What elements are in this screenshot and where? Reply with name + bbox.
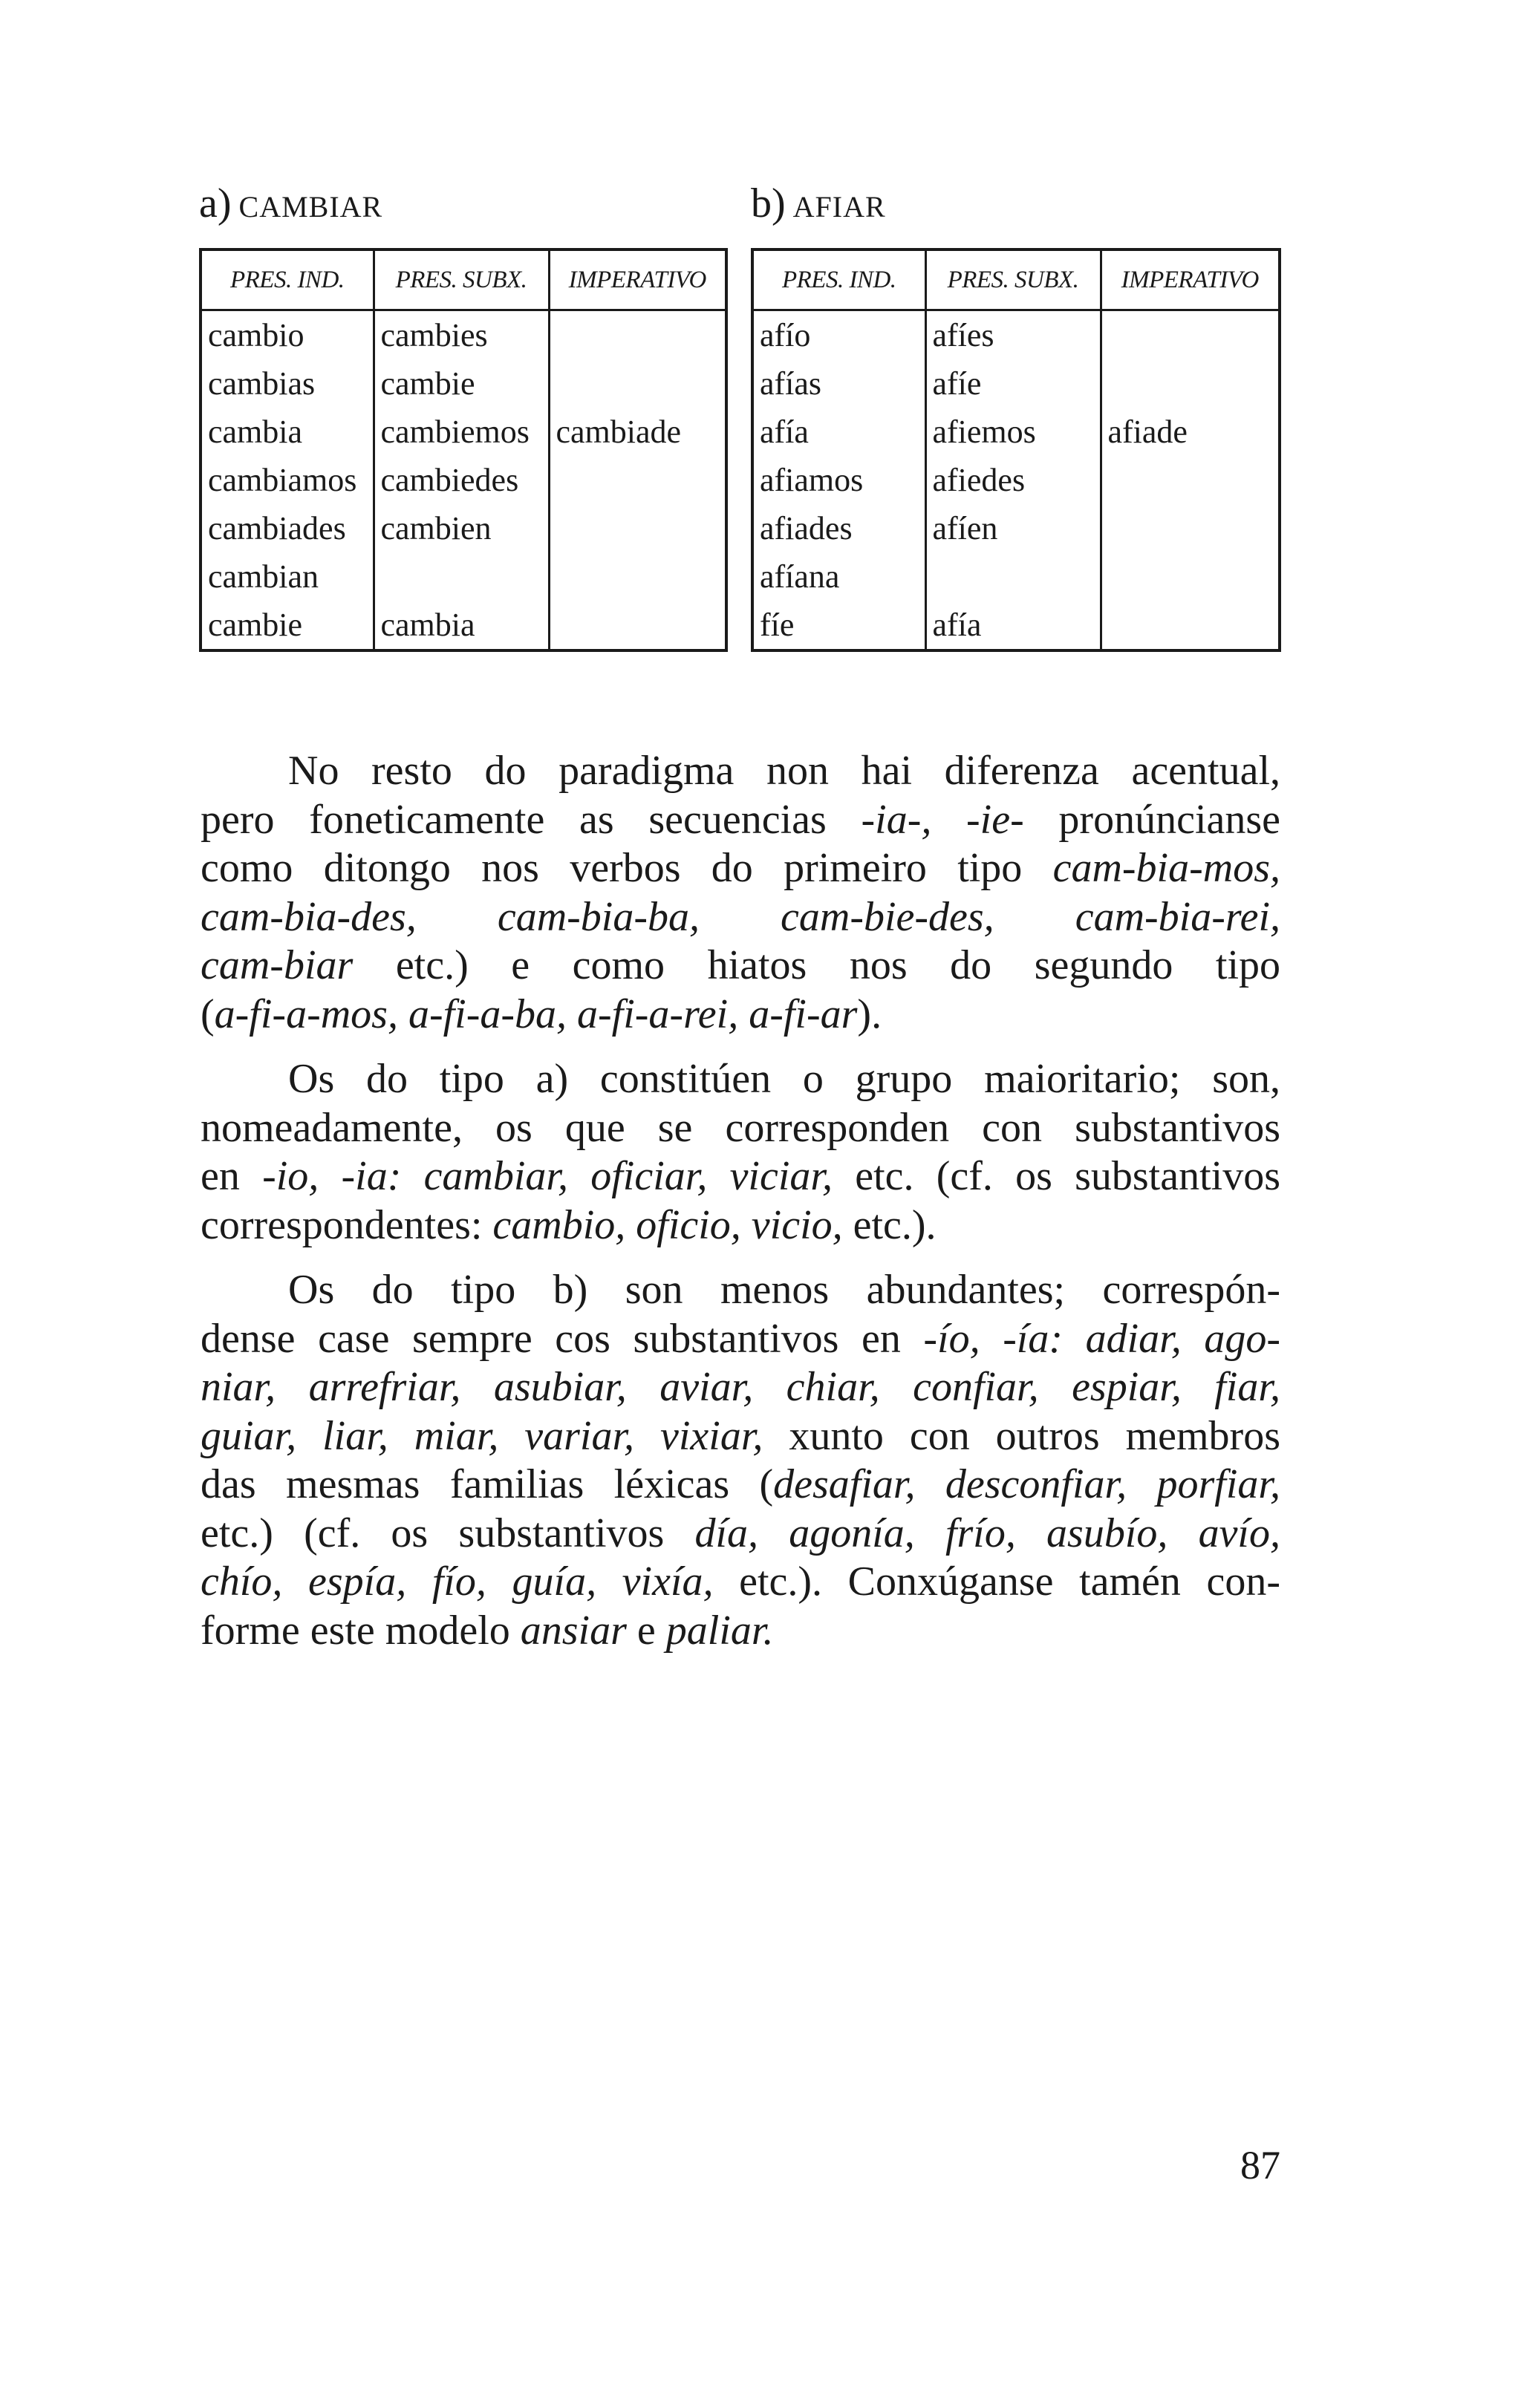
text-line [201,1201,1280,1250]
text-line [201,1152,1280,1201]
text-run: etc.). Conxúganse tamén con- [713,1559,1281,1605]
italic-text: paliar. [665,1607,774,1654]
text-run: No resto do paradigma non hai diferenza acentual, [288,748,1280,794]
table-cell [374,552,549,601]
conjugation-block-cambiar [199,178,728,652]
italic-text: ansiar [520,1607,627,1654]
text-run: das mesmas familias léxicas ( [201,1461,774,1507]
table-row [201,310,726,360]
table-cell: afiedes [925,456,1101,504]
table-title [199,178,728,229]
table-cell: cambies [374,310,549,360]
table-cell [549,552,726,601]
text-run: Os do tipo b) son menos abundantes; correspón- [288,1267,1280,1313]
table-cell: fíe [760,607,795,643]
text-run: etc.) e como hiatos nos do segundo tipo [353,942,1280,988]
italic-text: a-fi-a-mos, a-fi-a-ba, a-fi-a-rei, a-fi-ar [214,991,858,1037]
italic-text: -io, -ia: cambiar, oficiar, viciar, [262,1153,833,1199]
text-line [201,844,1280,893]
paragraph [201,1055,1280,1250]
text-run: pero foneticamente as secuencias [201,796,862,843]
text-run: correspondentes: [201,1201,493,1248]
table-row [752,552,1280,601]
text-line [201,1266,1280,1315]
table-cell: cambias [208,365,316,402]
table-row [201,504,726,552]
text-line [201,1412,1280,1461]
column-header: PRES. SUBX. [374,249,549,310]
table-cell [925,552,1101,601]
table-cell [1101,359,1280,408]
text-run: etc.). [842,1201,937,1248]
text-run: ). [857,991,882,1037]
italic-text: desafiar, desconfiar, porfiar, [773,1461,1280,1507]
table-cell: afías [760,365,822,402]
table-row [201,359,726,408]
table-cell: afíes [925,310,1101,360]
table-cell: cambia [208,414,303,450]
text-line [201,1510,1280,1559]
table-title [751,178,1281,229]
table-cell: cambiedes [374,456,549,504]
table-row [752,408,1280,456]
table-cell: afíen [925,504,1101,552]
text-line [201,1558,1280,1607]
table-header-row [752,249,1280,310]
text-run: nomeadamente, os que se corresponden con substantivos [201,1104,1280,1151]
italic-text: chío, espía, fío, guía, vixía, [201,1559,714,1605]
table-row [201,601,726,650]
table-cell: cambiade [549,408,726,456]
text-line [201,1104,1280,1153]
table-cell: afiamos [760,462,864,498]
table-letter: b) [751,180,786,226]
table-cell [1101,456,1280,504]
text-line [201,747,1280,796]
table-cell: cambiemos [374,408,549,456]
text-run: Os do tipo a) constitúen o grupo maioritario; son, [288,1056,1280,1102]
italic-text: cambio, oficio, vicio, [492,1201,843,1248]
text-line [201,1461,1280,1510]
table-cell [549,359,726,408]
text-line [201,1607,1280,1656]
table-cell: cambien [374,504,549,552]
italic-text: cam-biar [201,942,354,988]
table-cell: afíana [760,558,840,595]
table-header-row [201,249,726,310]
table-cell: afiades [760,510,853,546]
italic-text: -ia-, -ie- [861,796,1024,843]
table-cell [1101,504,1280,552]
column-header: PRES. IND. [752,249,925,310]
text-run: etc.) (cf. os substantivos [201,1510,695,1556]
table-cell [549,456,726,504]
table-cell [549,310,726,360]
table-letter: a) [199,180,232,226]
text-line [201,991,1280,1040]
text-run: en [201,1153,263,1199]
page-number: 87 [1240,2143,1280,2187]
table-cell: afía [925,601,1101,650]
text-run: etc. (cf. os substantivos [833,1153,1280,1199]
table-cell [1101,552,1280,601]
text-run: forme este modelo [201,1607,521,1654]
italic-text: -ío, -ía: adiar, ago- [923,1315,1280,1362]
table-row [201,456,726,504]
text-line [201,942,1280,991]
text-run: xunto con outros membros [763,1412,1280,1459]
table-cell [1101,310,1280,360]
table-cell: cambia [374,601,549,650]
text-run: dense case sempre cos substantivos en [201,1315,924,1362]
column-header: IMPERATIVO [1101,249,1280,310]
table-cell: cambiades [208,510,346,546]
text-run: e [626,1607,666,1654]
table-cell: cambie [208,607,303,643]
table-cell [549,601,726,650]
table-cell [549,504,726,552]
text-run: pronúncianse [1023,796,1281,843]
table-verb: AFIAR [792,190,886,223]
table-row [201,552,726,601]
table-cell: cambian [208,558,319,595]
conjugation-block-afiar [751,178,1281,652]
table-cell: cambiamos [208,462,357,498]
table-cell [1101,601,1280,650]
table-cell: afío [760,317,811,353]
body-text [201,747,1280,1671]
table-row [201,408,726,456]
text-line [201,1363,1280,1412]
italic-text: cam-bia-des, cam-bia-ba, cam-bie-des, cam-bia-rei, [201,893,1280,940]
text-line [201,1315,1280,1364]
conjugation-table-cambiar [199,248,728,652]
text-run: ( [201,991,215,1037]
conjugation-table-afiar [751,248,1281,652]
table-cell: cambie [374,359,549,408]
table-row [752,504,1280,552]
column-header: PRES. IND. [201,249,374,310]
column-header: PRES. SUBX. [925,249,1101,310]
column-header: IMPERATIVO [549,249,726,310]
paragraph [201,1266,1280,1655]
italic-text: niar, arrefriar, asubiar, aviar, chiar, confiar, espiar, fiar, [201,1364,1280,1410]
table-row [752,601,1280,650]
text-line [201,893,1280,942]
italic-text: guiar, liar, miar, variar, vixiar, [201,1412,763,1459]
table-row [752,456,1280,504]
italic-text: cam-bia-mos, [1052,845,1280,891]
table-cell: afíe [925,359,1101,408]
table-cell: afiade [1101,408,1280,456]
italic-text: día, agonía, frío, asubío, avío, [694,1510,1280,1556]
table-row [752,310,1280,360]
paragraph [201,747,1280,1039]
table-cell: cambio [208,317,304,353]
table-cell: afía [760,414,809,450]
table-verb: CAMBIAR [238,190,383,223]
table-cell: afiemos [925,408,1101,456]
text-line [201,1055,1280,1104]
text-line [201,796,1280,845]
table-row [752,359,1280,408]
text-run: como ditongo nos verbos do primeiro tipo [201,845,1053,891]
